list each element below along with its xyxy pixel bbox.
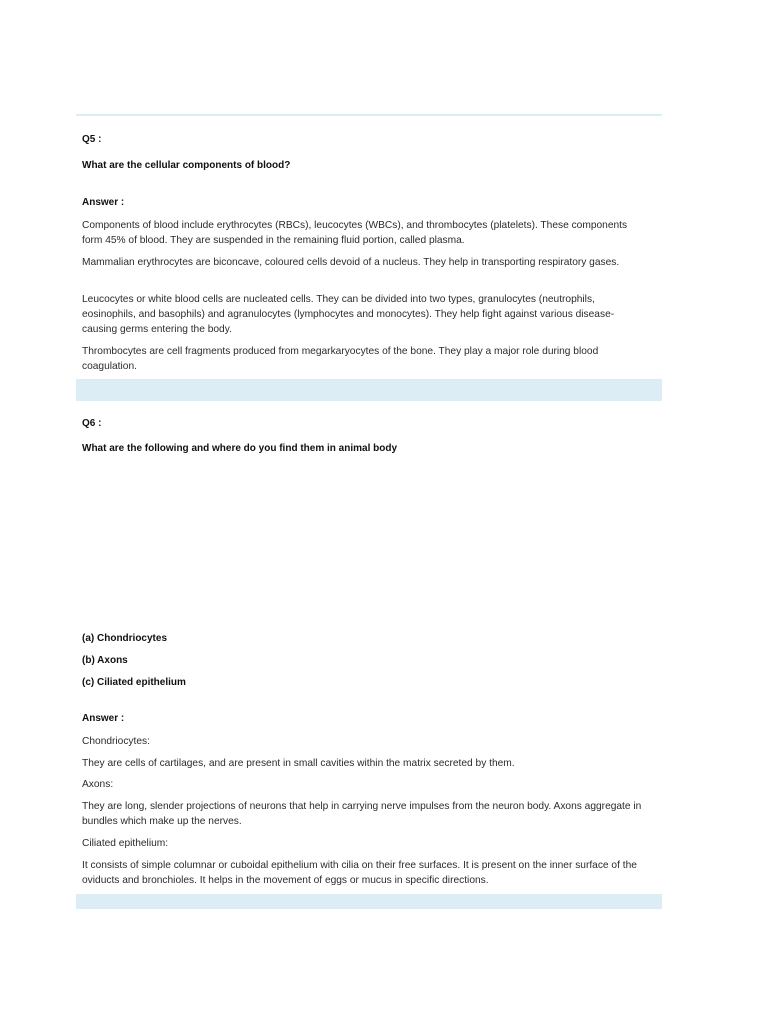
q5-answer-label: Answer : [82, 197, 125, 208]
q6-option-a: (a) Chondriocytes [82, 633, 168, 644]
q6-answer-heading: Chondriocytes: [82, 736, 150, 747]
q6-answer-label: Answer : [82, 713, 125, 724]
q5-paragraph: Thrombocytes are cell fragments produced from megarkaryocytes of the bone. They play a major role during blood coagulation. [82, 346, 599, 372]
q6-answer-heading: Axons: [82, 779, 114, 790]
top-divider [76, 114, 662, 116]
q5-number: Q5 : [82, 134, 102, 145]
q6-question: What are the following and where do you find them in animal body [82, 443, 398, 454]
q6-option-c: (c) Ciliated epithelium [82, 677, 186, 688]
q5-question: What are the cellular components of blood? [82, 160, 291, 171]
q5-paragraph: Components of blood include erythrocytes (RBCs), leucocytes (WBCs), and thrombocytes (platelets). These components form 45% of blood. They are suspended in the remaining fluid portion, called plasma. [82, 220, 628, 246]
section-divider-band [76, 379, 662, 401]
q6-answer-heading: Ciliated epithelium: [82, 838, 169, 849]
q6-option-b: (b) Axons [82, 655, 128, 666]
q6-answer-text: It consists of simple columnar or cuboidal epithelium with cilia on their free surfaces. It is present on the inner surface of the oviducts and bronchioles. It helps in the movement of eggs or mucus in specific directions. [82, 860, 637, 886]
q5-paragraph: Mammalian erythrocytes are biconcave, coloured cells devoid of a nucleus. They help in transporting respiratory gases. [82, 257, 620, 268]
q6-answer-text: They are long, slender projections of neurons that help in carrying nerve impulses from the neuron body. Axons aggregate in bundles which make up the nerves. [82, 801, 642, 827]
q5-paragraph: Leucocytes or white blood cells are nucleated cells. They can be divided into two types, granulocytes (neutrophils, eosinophils, and basophils) and agranulocytes (lymphocytes and monocytes). They help fight against various disease-causing germs entering the body. [82, 294, 615, 335]
q6-answer-text: They are cells of cartilages, and are present in small cavities within the matrix secreted by them. [82, 758, 515, 769]
section-divider-band [76, 894, 662, 909]
q6-number: Q6 : [82, 418, 102, 429]
